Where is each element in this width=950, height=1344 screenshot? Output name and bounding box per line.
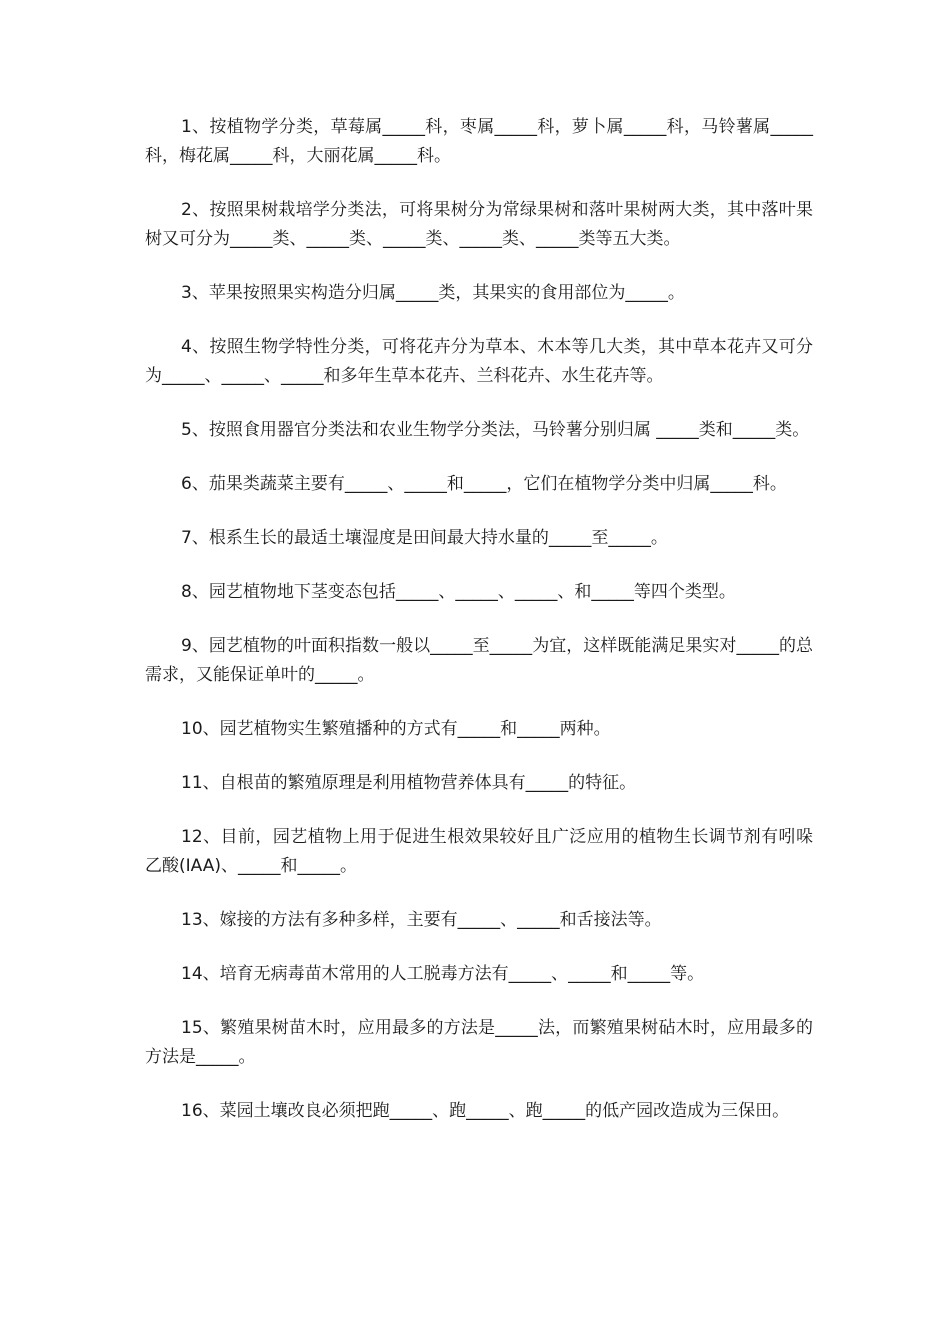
- question-9: 9、园艺植物的叶面积指数一般以_____至_____为宜，这样既能满足果实对_____的总需求，又能保证单叶的_____。: [145, 636, 813, 685]
- question-1: 1、按植物学分类，草莓属_____科，枣属_____科，萝卜属_____科，马铃薯属_____科，梅花属_____科，大丽花属_____科。: [145, 117, 813, 166]
- question-13: 13、嫁接的方法有多种多样，主要有_____、_____和舌接法等。: [181, 910, 662, 930]
- question-12: 12、目前，园艺植物上用于促进生根效果较好且广泛应用的植物生长调节剂有吲哚乙酸(IAA)、_____和_____。: [145, 827, 813, 876]
- question-list: [145, 113, 813, 1151]
- question-10: 10、园艺植物实生繁殖播种的方式有_____和_____两种。: [181, 719, 611, 739]
- question-7: 7、根系生长的最适土壤湿度是田间最大持水量的_____至_____。: [181, 528, 668, 548]
- question-4: 4、按照生物学特性分类，可将花卉分为草本、木本等几大类，其中草本花卉又可分为_____、_____、_____和多年生草本花卉、兰科花卉、水生花卉等。: [145, 337, 813, 386]
- question-16: 16、菜园土壤改良必须把跑_____、跑_____、跑_____的低产园改造成为三保田。: [181, 1101, 790, 1121]
- question-14: 14、培育无病毒苗木常用的人工脱毒方法有_____、_____和_____等。: [181, 964, 705, 984]
- question-6: 6、茄果类蔬菜主要有_____、_____和_____，它们在植物学分类中归属_____科。: [181, 474, 787, 494]
- question-2: 2、按照果树栽培学分类法，可将果树分为常绿果树和落叶果树两大类，其中落叶果树又可分为_____类、_____类、_____类、_____类、_____类等五大类。: [145, 200, 813, 249]
- question-3: 3、苹果按照果实构造分归属_____类，其果实的食用部位为_____。: [181, 283, 685, 303]
- question-5: 5、按照食用器官分类法和农业生物学分类法，马铃薯分别归属 _____类和_____类。: [181, 420, 810, 440]
- question-11: 11、自根苗的繁殖原理是利用植物营养体具有_____的特征。: [181, 773, 637, 793]
- question-15: 15、繁殖果树苗木时，应用最多的方法是_____法，而繁殖果树砧木时，应用最多的方法是_____。: [145, 1018, 813, 1067]
- question-8: 8、园艺植物地下茎变态包括_____、_____、_____、和_____等四个类型。: [181, 582, 736, 602]
